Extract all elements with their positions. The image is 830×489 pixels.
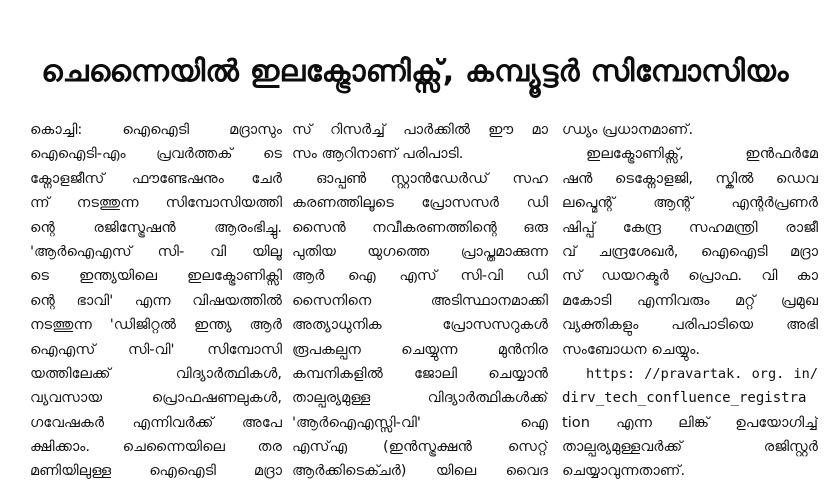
text-line: പുതിയ യുഗത്തെ പ്രാപ്തമാക്കുന്ന [292,242,548,260]
text-line: താല്പര്യമുള്ളവർക്ക് രജിസ്റ്റർ [562,438,818,456]
text-line: ഓപ്പൺ സ്റ്റാൻഡേർഡ് സഹ [316,169,548,187]
text-line: 'ആർഐഎസ്സി-വി' ഐ [292,413,548,431]
text-line: കരണത്തിലൂടെ പ്രോസസർ ഡി [292,194,548,212]
text-line: അത്യാധുനിക പ്രോസസറുകൾ [292,316,548,334]
text-line: രൂപകല്പന ചെയ്യുന്ന മുൻനിര [292,340,548,358]
text-line: ന്ന് നടത്തുന്ന സിമ്പോസിയത്തി [30,194,282,212]
headline: ചെന്നൈയിൽ ഇലക്ട്രോണിക്സ്, കമ്പ്യൂട്ടർ സിമ്പോസിയം [41,54,789,90]
registration-url: dirv_tech_confluence_registra [562,390,807,407]
text-line: ക്ഷിക്കാം. ചെന്നൈയിലെ തര [30,438,282,456]
text-line: ന്റെ ഭാവി' എന്ന വിഷയത്തിൽ [30,291,282,309]
text-line: ഇലക്ട്രോണിക്സ്, ഇൻഫർമേ [586,145,818,163]
text-line: വ്യക്തികളും പരിപാടിയെ അഭി [562,316,818,334]
text-line: ഷൻ ടെക്നോളജി, സ്കിൽ ഡെവ [562,169,818,187]
text-line: സൈനിനെ അടിസ്ഥാനമാക്കി [292,291,548,309]
text-line: ക്നോളജീസ് ഫൗണ്ടേഷനും ചേർ [30,169,282,187]
article-column-2 [292,118,548,484]
text-line: വ്യവസായ പ്രൊഫഷണലുകൾ, [30,389,282,407]
text-line: ഐഐടി-എം പ്രവർത്തക് ടെ [30,145,282,163]
text-line: ഗ്ധ്യം പ്രധാനമാണ്. [562,121,694,138]
text-line: താല്പര്യമുള്ള വിദ്യാർത്ഥികൾക്ക് [292,389,548,407]
text-line: മകോടി എന്നിവരും മറ്റ് പ്രമുഖ [562,291,818,309]
article-column-3 [562,118,818,484]
text-line: ലപ്മെന്റ് ആന്റ് എന്റർപ്രണർ [562,194,818,212]
text-line: സൈൻ നവീകരണത്തിന്റെ ഒരു [292,218,548,236]
text-line: tion എന്ന ലിങ്ക് ഉപയോഗിച്ച് [562,413,818,431]
text-line: ചെയ്യാവുന്നതാണ്. [562,462,686,480]
text-line: ഐഎസ് സി-വി' സിമ്പോസി [30,340,282,358]
text-line: ന്റെ രജിസ്ട്രേഷൻ ആരംഭിച്ചു. [30,218,282,236]
text-line: ടെ ഇന്ത്യയിലെ ഇലക്ട്രോണിക്സി [30,267,282,285]
text-line: സ് റിസർച്ച് പാർക്കിൽ ഈ മാ [292,121,548,138]
text-line: കമ്പനികളിൽ ജോലി ചെയ്യാൻ [292,364,548,382]
text-line: 'ആർഐഎസ് സി- വി യിലൂ [30,242,282,260]
text-line: നടത്തുന്ന 'ഡിജിറ്റൽ ഇന്ത്യ ആർ [30,316,282,334]
text-line: യത്തിലേക്ക് വിദ്യാർത്ഥികൾ, [30,364,282,382]
text-line: എസ്എ (ഇൻസ്ട്രക്ഷൻ സെറ്റ് [292,438,548,456]
text-line: ആർ ഐ എസ് സി-വി ഡി [292,267,548,285]
article-column-1 [30,118,282,484]
text-line: ഷിപ്പ് കേന്ദ്ര സഹമന്ത്രി രാജീ [562,218,818,236]
text-line: സംബോധന ചെയ്യും. [562,340,700,358]
text-line: കൊച്ചി: ഐഐടി മദ്രാസും [30,121,282,138]
text-line: ആർക്കിടെക്ചർ) യിലെ വൈദ [292,462,548,480]
registration-url: https: //pravartak. org. in/ [586,365,818,382]
text-line: വ് ചന്ദ്രശേഖർ, ഐഐടി മദ്രാ [562,242,818,260]
text-line: സ് ഡയറക്ടർ പ്രൊഫ. വി കാ [562,267,818,285]
text-line: മണിയിലുള്ള ഐഐടി മദ്രാ [30,462,282,480]
text-line: ഗവേഷകർ എന്നിവർക്ക് അപേ [30,413,282,431]
text-line: സം ആറിനാണ് പരിപാടി. [292,145,464,163]
